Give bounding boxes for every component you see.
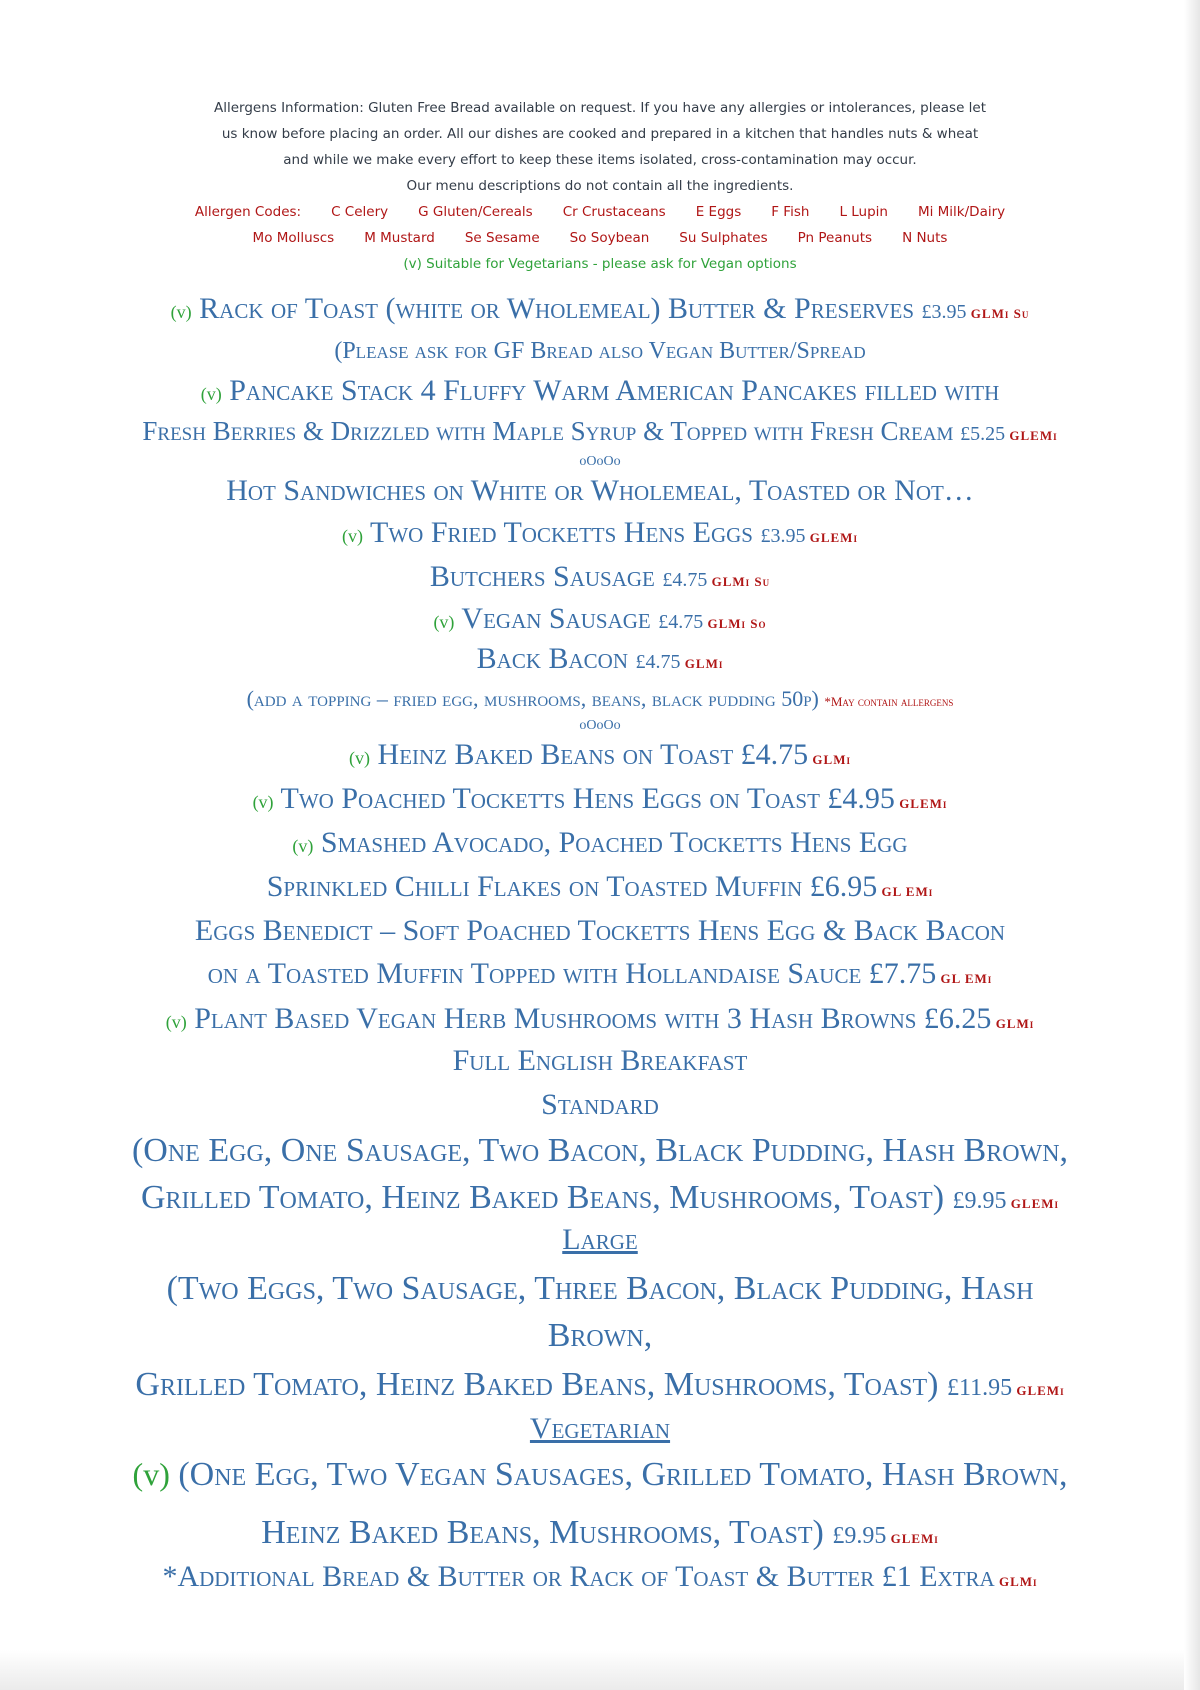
vegetarian-mark: (v) [292, 836, 314, 856]
menu-item-note: (Please ask for GF Bread also Vegan Butter/Spread [334, 338, 866, 364]
allergen-tags: GL EMi [936, 971, 993, 986]
item-name: on a Toasted Muffin Topped with Hollandaise Sauce £7.75 [207, 957, 937, 990]
section-heading-vegetarian [0, 1412, 1200, 1446]
allergen-tags: GLMi Su [707, 574, 771, 589]
item-name: Pancake Stack 4 Fluffy Warm American Pancakes filled with [229, 374, 1000, 407]
standard-breakfast-detail [0, 1179, 1200, 1217]
vegetarian-mark: (v) [342, 526, 364, 546]
item-name: Butchers Sausage [429, 560, 663, 593]
allergen-tags: GLEMi [894, 796, 948, 811]
item-name: Smashed Avocado, Poached Tocketts Hens Egg [320, 826, 908, 859]
allergen-codes-row [0, 225, 1200, 251]
allergen-code: Su Sulphates [679, 230, 768, 246]
vegetarian-heading: Vegetarian [529, 1412, 671, 1445]
allergen-tags: GLEMi [1012, 1383, 1065, 1398]
menu-item-vegan-mushrooms [0, 1002, 1200, 1036]
item-name: Heinz Baked Beans, Mushrooms, Toast) [261, 1514, 833, 1551]
vegetarian-mark: (v) [165, 1012, 187, 1032]
item-price: £4.75 [658, 611, 704, 633]
item-name: Grilled Tomato, Heinz Baked Beans, Mushrooms, Toast) [140, 1179, 953, 1216]
item-name: Heinz Baked Beans on Toast £4.75 [377, 738, 809, 771]
allergen-code: L Lupin [839, 204, 888, 220]
menu-item-poached-eggs [0, 782, 1200, 816]
menu-item-eggs-benedict-detail [0, 957, 1200, 991]
allergen-code: C Celery [331, 204, 389, 220]
topping-note-row [0, 686, 1200, 712]
item-name: Plant Based Vegan Herb Mushrooms with 3 Hash Browns £6.25 [194, 1002, 992, 1035]
menu-item-avocado [0, 826, 1200, 860]
allergen-code: Se Sesame [464, 230, 540, 246]
menu-item-butchers-sausage [0, 560, 1200, 594]
vegetarian-breakfast-line [0, 1456, 1200, 1494]
topping-note: (add a topping – fried egg, mushrooms, beans, black pudding 50p) [246, 686, 819, 711]
item-price: £9.95 [952, 1188, 1007, 1214]
item-name: Rack of Toast (white or Wholemeal) Butter & Preserves [199, 292, 922, 325]
allergen-info-line: and while we make every effort to keep these items isolated, cross-contamination may occur. [283, 152, 917, 168]
item-price: £11.95 [946, 1375, 1013, 1401]
standard-breakfast-line: (One Egg, One Sausage, Two Bacon, Black Pudding, Hash Brown, [131, 1132, 1069, 1169]
allergen-info-line: us know before placing an order. All our dishes are cooked and prepared in a kitchen that handles nuts & wheat [221, 126, 979, 142]
vegetarian-mark: (v) [132, 1456, 170, 1492]
allergen-code: Mo Molluscs [252, 230, 335, 246]
item-price: £3.95 [921, 301, 967, 323]
allergen-code: N Nuts [902, 230, 948, 246]
section-heading-standard: Standard [541, 1088, 659, 1121]
separator-text: oOoOo [579, 718, 621, 733]
item-price: £4.75 [635, 651, 681, 673]
menu-item-vegan-sausage [0, 602, 1200, 636]
menu-item-eggs-benedict: Eggs Benedict – Soft Poached Tocketts Hens Egg & Back Bacon [194, 914, 1006, 947]
item-name: Sprinkled Chilli Flakes on Toasted Muffin £6.95 [266, 870, 878, 903]
allergen-codes-row [0, 199, 1200, 225]
allergen-tags: GLMi [808, 752, 851, 767]
allergen-tags: GLMi So [703, 616, 767, 631]
item-name: (One Egg, Two Vegan Sausages, Grilled Tomato, Hash Brown, [178, 1456, 1068, 1493]
menu-item-pancake-detail [0, 416, 1200, 447]
allergen-tags: GLMi Su [966, 306, 1030, 321]
item-price: £5.25 [960, 423, 1006, 445]
allergen-codes-label: Allergen Codes: [194, 204, 302, 220]
allergen-code: Cr Crustaceans [562, 204, 666, 220]
item-price: £3.95 [760, 525, 806, 547]
allergen-code: Mi Milk/Dairy [917, 204, 1006, 220]
allergen-tags: GLEMi [1005, 428, 1058, 443]
allergen-code: Pn Peanuts [797, 230, 873, 246]
vegetarian-mark: (v) [200, 384, 222, 404]
vegetarian-breakfast-detail [0, 1514, 1200, 1552]
separator-text: oOoOo [579, 454, 621, 469]
large-breakfast-line: Brown, [547, 1317, 653, 1354]
allergen-tags: GLEMi [886, 1531, 939, 1546]
menu-item-beans-on-toast [0, 738, 1200, 772]
allergen-code: G Gluten/Cereals [418, 204, 533, 220]
vegetarian-note: (v) Suitable for Vegetarians - please ask for Vegan options [403, 256, 797, 272]
separator [0, 454, 1200, 470]
allergen-tags: GLMi [994, 1574, 1038, 1589]
allergen-tags: GLEMi [805, 530, 858, 545]
allergen-tags: GLMi [680, 656, 724, 671]
allergen-tags: GLEMi [1006, 1196, 1060, 1211]
item-name: Two Fried Tocketts Hens Eggs [370, 516, 761, 549]
vegetarian-mark: (v) [349, 748, 371, 768]
item-price: £4.75 [662, 569, 708, 591]
allergen-warning: *May contain allergens [824, 694, 954, 709]
menu-item-pancake [0, 374, 1200, 408]
large-heading: Large [562, 1223, 638, 1256]
item-name: *Additional Bread & Butter or Rack of Toast & Butter £1 Extra [162, 1560, 995, 1593]
separator [0, 718, 1200, 734]
item-price: £9.95 [832, 1523, 887, 1549]
menu-item-additional-bread [0, 1560, 1200, 1594]
allergen-code: F Fish [771, 204, 810, 220]
vegetarian-mark: (v) [170, 302, 192, 322]
section-heading-hot-sandwiches: Hot Sandwiches on White or Wholemeal, Toasted or Not… [226, 474, 974, 507]
menu-item-back-bacon [0, 642, 1200, 676]
section-heading-large [0, 1223, 1200, 1257]
allergen-tags: GL EMi [877, 884, 934, 899]
menu-item-fried-eggs [0, 516, 1200, 550]
large-breakfast-line: (Two Eggs, Two Sausage, Three Bacon, Black Pudding, Hash [166, 1270, 1034, 1307]
item-name: Grilled Tomato, Heinz Baked Beans, Mushrooms, Toast) [135, 1366, 947, 1403]
allergen-code: E Eggs [695, 204, 742, 220]
allergen-code: So Soybean [569, 230, 650, 246]
item-name: Two Poached Tocketts Hens Eggs on Toast £4.95 [280, 782, 895, 815]
item-name: Back Bacon [476, 642, 636, 675]
allergen-info [0, 95, 1200, 277]
large-breakfast-detail [0, 1366, 1200, 1404]
menu-item-toast [0, 292, 1200, 326]
menu-item-avocado-detail [0, 870, 1200, 904]
allergen-info-line: Our menu descriptions do not contain all the ingredients. [406, 178, 794, 194]
allergen-code: M Mustard [364, 230, 435, 246]
vegetarian-mark: (v) [433, 612, 455, 632]
item-name: Fresh Berries & Drizzled with Maple Syrup & Topped with Fresh Cream [142, 416, 961, 446]
vegetarian-mark: (v) [252, 792, 274, 812]
section-heading-full-english: Full English Breakfast [452, 1044, 748, 1077]
allergen-info-line: Allergens Information: Gluten Free Bread available on request. If you have any allergies or intolerances, please let [213, 100, 987, 116]
item-name: Vegan Sausage [461, 602, 659, 635]
allergen-tags: GLMi [991, 1016, 1035, 1031]
